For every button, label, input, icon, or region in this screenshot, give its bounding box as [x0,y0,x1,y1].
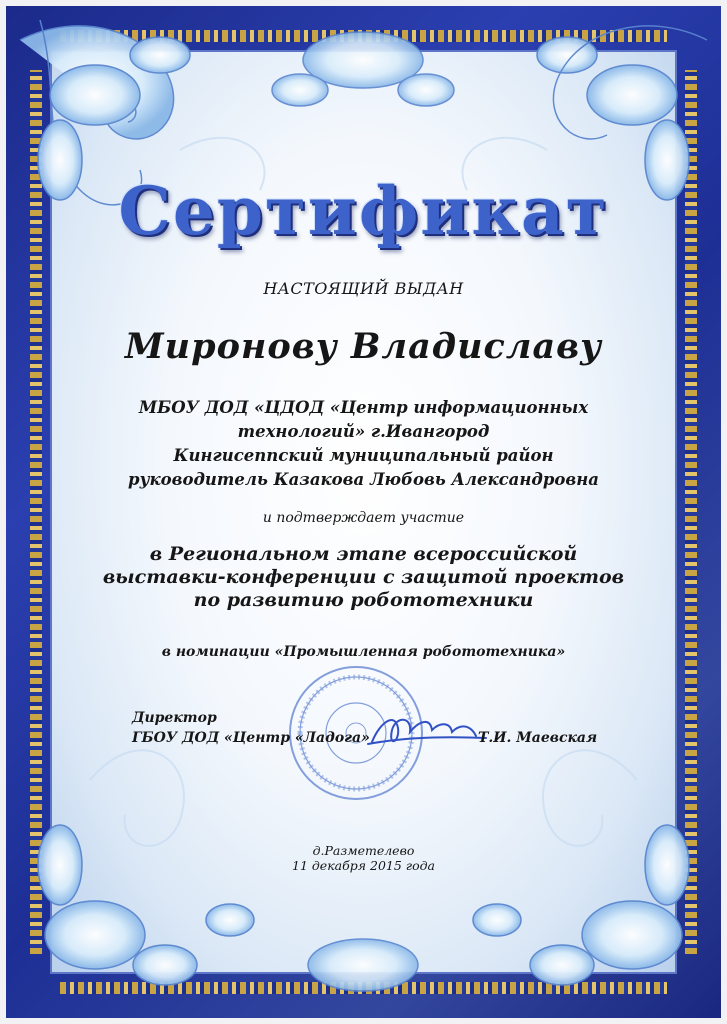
date-text: 11 декабря 2015 года [292,858,435,873]
nomination-text: в номинации «Промышленная робототехника» [161,644,566,660]
signatory-position: Директор [132,710,217,726]
organization-line: МБОУ ДОД «ЦДОД «Центр информационных [138,398,589,417]
organization-line: технологий» г.Ивангород [237,422,490,441]
signatory-organization: ГБОУ ДОД «Центр «Ладога» [132,730,370,746]
event-line: выставки-конференции с защитой проектов [102,566,625,588]
signatory-name: Т.И. Маевская [478,730,598,746]
organization-line: Кингисеппский муниципальный район [173,446,554,465]
event-block [0,543,727,612]
confirm-text: и подтверждает участие [262,510,465,526]
recipient-name: Миронову Владиславу [124,326,603,367]
organization-line: руководитель Казакова Любовь Александровна [128,470,599,489]
event-line: в Региональном этапе всероссийской [149,543,578,565]
issued-to-label: НАСТОЯЩИЙ ВЫДАН [263,279,464,298]
place-text: д.Разметелево [312,843,415,858]
ornament-bottom-center [308,939,418,991]
event-line: по развитию робототехники [193,589,534,611]
organization-block [0,396,727,492]
ornament-top-center [272,32,454,106]
certificate-title: Сертификат [118,172,609,250]
